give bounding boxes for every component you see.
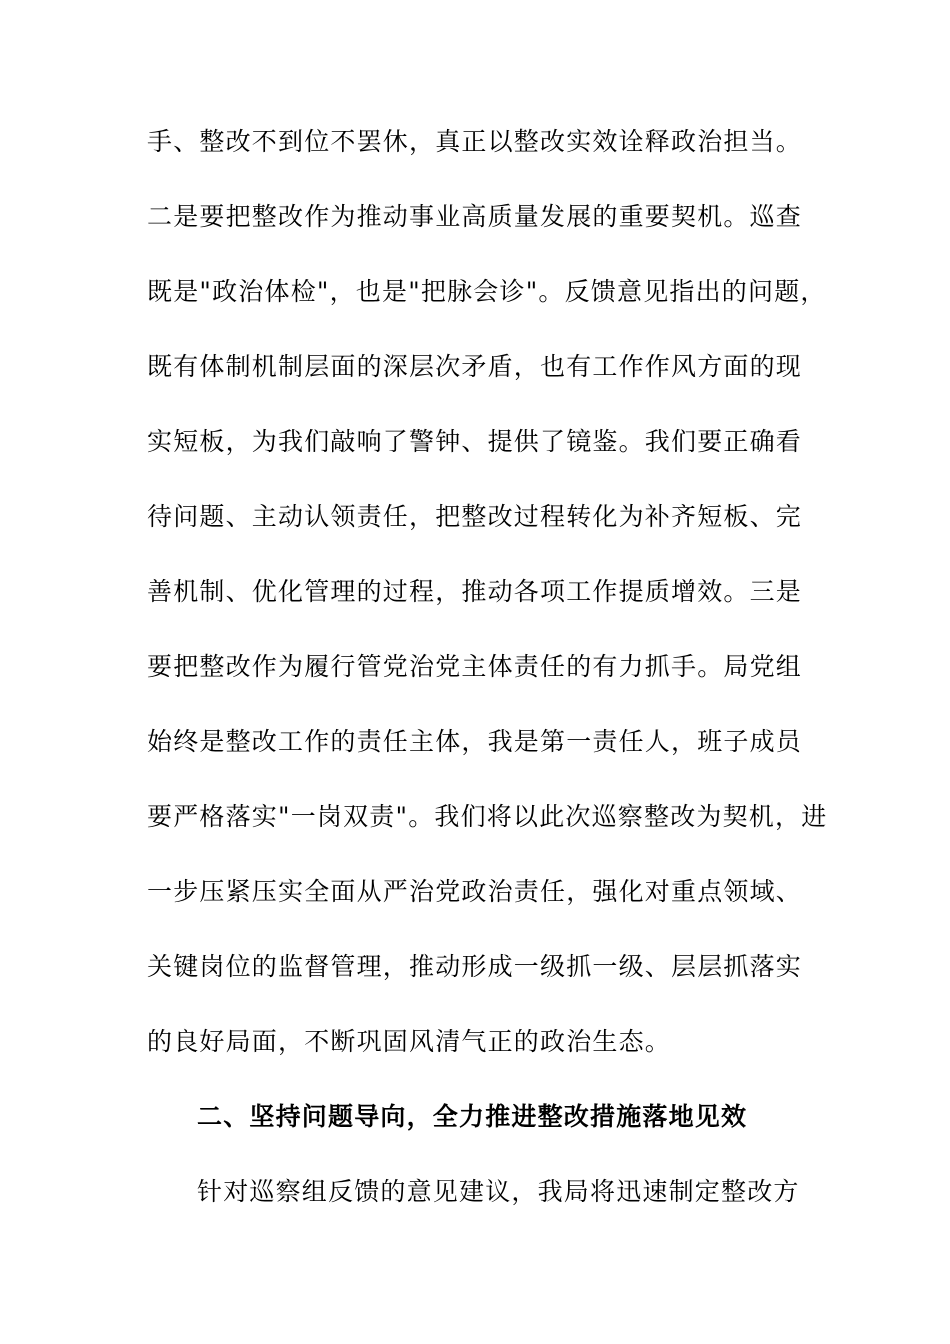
paragraph-line: 手、整改不到位不罢休，真正以整改实效诠释政治担当。	[147, 127, 803, 156]
paragraph-line: 一步压紧压实全面从严治党政治责任，强化对重点领域、	[147, 877, 803, 906]
paragraph-line: 二是要把整改作为推动事业高质量发展的重要契机。巡查	[147, 202, 803, 231]
paragraph-line: 善机制、优化管理的过程，推动各项工作提质增效。三是	[147, 577, 803, 606]
paragraph-line: 关键岗位的监督管理，推动形成一级抓一级、层层抓落实	[147, 952, 803, 981]
paragraph-line: 实短板，为我们敲响了警钟、提供了镜鉴。我们要正确看	[147, 427, 803, 456]
section-heading: 二、坚持问题导向，全力推进整改措施落地见效	[197, 1102, 748, 1131]
paragraph-line: 待问题、主动认领责任，把整改过程转化为补齐短板、完	[147, 502, 803, 531]
paragraph-line: 要把整改作为履行管党治党主体责任的有力抓手。局党组	[147, 652, 803, 681]
paragraph-line: 既是"政治体检"，也是"把脉会诊"。反馈意见指出的问题，	[147, 277, 827, 306]
paragraph-line: 既有体制机制层面的深层次矛盾，也有工作作风方面的现	[147, 352, 803, 381]
paragraph-line: 的良好局面，不断巩固风清气正的政治生态。	[147, 1027, 672, 1056]
paragraph-line: 始终是整改工作的责任主体，我是第一责任人，班子成员	[147, 727, 803, 756]
paragraph-line: 要严格落实"一岗双责"。我们将以此次巡察整改为契机，进	[147, 802, 828, 831]
paragraph-line: 针对巡察组反馈的意见建议，我局将迅速制定整改方	[197, 1177, 800, 1206]
